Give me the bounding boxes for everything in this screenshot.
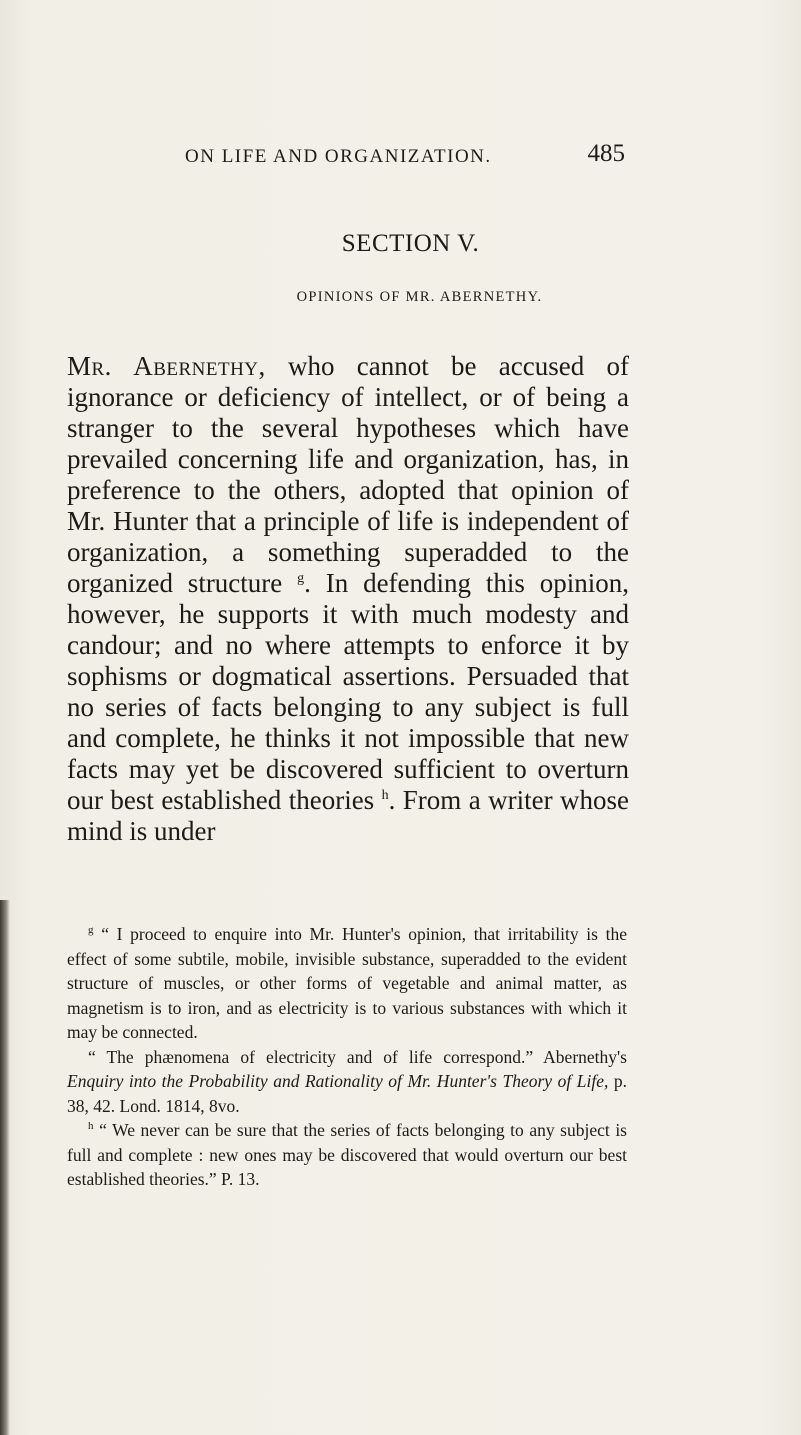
footnote-g-book-title: Enquiry into the Probability and Rationality of Mr. Hunter's Theory of Life, [67,1071,609,1091]
paragraph-text-part-3: . From a writer whose mind is under [67,785,629,846]
footnote-g-text-1: “ I proceed to enquire into Mr. Hunter's opinion, that irritability is the effect of some subtile, mobile, invisible substance, superadded to the evident structure of muscles, or other forms of vegetable and animal matter, as magnetism is to iron, and as electricity is to various substances with which it may be connected. [67,924,628,1042]
footnote-g-text-2b: p. 38, 42. Lond. 1814, 8vo. [67,1071,628,1116]
page-binding-edge [0,900,10,1435]
paragraph-lead: Mr. Abernethy, [67,351,266,381]
footnote-reference-g: g [297,571,305,586]
footnote-h-paragraph [67,1118,627,1192]
section-heading: SECTION V. [341,230,480,257]
main-paragraph [67,351,629,847]
page-number: 485 [587,140,625,167]
footnote-g-paragraph-1 [67,922,627,1045]
footnote-reference-h: h [381,788,389,803]
footnote-g-mark: g [88,924,94,937]
running-title: ON LIFE AND ORGANIZATION. [185,146,492,167]
footnote-g-text-2a: “ The phænomena of electricity and of life correspond.” Abernethy's [88,1046,627,1067]
footnotes [67,922,627,1192]
paragraph-text-part-1: who cannot be accused of ignorance or deficiency of intellect, or of being a stranger to the several hypotheses which have prevailed concerning life and organization, has, in preference to the others, adopted that opinion of Mr. Hunter that a principle of life is independent of organization, a something superadded to the organized structure [67,351,629,598]
running-header [185,140,625,170]
section-subheading: OPINIONS OF MR. ABERNETHY. [296,289,543,305]
paragraph-text-part-2: . In defending this opinion, however, he supports it with much modesty and candour; and no where attempts to enforce it by sophisms or dogmatical assertions. Persuaded that no series of facts belonging to any subject is full and complete, he thinks it not impossible that new facts may yet be discovered sufficient to overturn our best established theories [67,568,629,815]
footnote-g-paragraph-2 [67,1045,627,1119]
footnote-h-mark: h [88,1120,94,1133]
footnote-h-text: “ We never can be sure that the series of facts belonging to any subject is full and complete : new ones may be discovered that would overturn our best established theories.” P. 13. [67,1120,627,1189]
